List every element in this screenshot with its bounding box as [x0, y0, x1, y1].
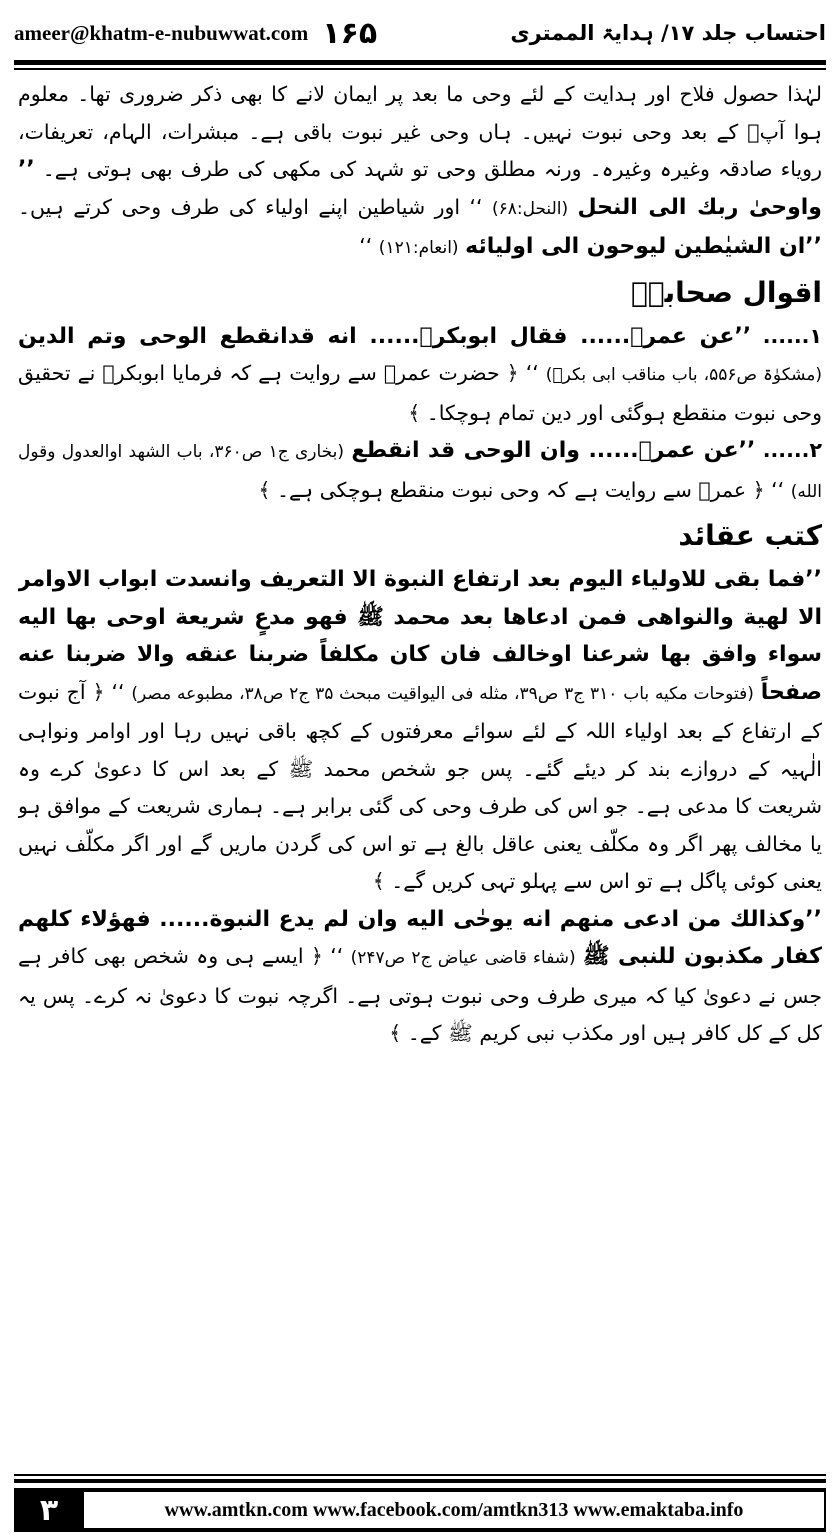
aqaid-translation-2: ‘‘ ﴿ ایسے ہی وہ شخص بھی کافر ہے جس نے دعویٰ کیا کہ میری طرف وحی نبوت ہوتی ہے۔ اگرچہ نبوت کا دعویٰ نہ کرے۔ پس یہ کل کے کل کافر ہیں اور مکذب نبی کریم ﷺ کے۔ ﴾: [18, 944, 822, 1045]
footer-rule-thick: [14, 1479, 826, 1483]
header-book-title: احتساب جلد ۱۷/ ہدایۃ الممتری: [510, 21, 826, 45]
sahaba-ref-1: (مشکوٰۃ ص۵۵۶، باب مناقب ابی بکرؓ): [545, 365, 822, 385]
page-header: [14, 10, 826, 56]
sahaba-quote-2: ’’عن عمرؓ...... وان الوحی قد انقطع: [351, 438, 756, 463]
aqaid-paragraph-1: [18, 561, 822, 901]
sahaba-quote-1: ’’عن عمرؓ...... فقال ابوبکرؓ...... انه قدانقطع الوحی وتم الدین: [18, 323, 752, 349]
sahaba-translation-2: ‘‘ ﴿ عمرؓ سے روایت ہے کہ وحی نبوت منقطع ہوچکی ہے۔ ﴾: [258, 477, 785, 502]
intro-quote-1: ’’ واوحیٰ ربك الی النحل: [18, 157, 822, 220]
aqaid-paragraph-2: [18, 901, 822, 1053]
intro-text-2: ‘‘ اور شیاطین اپنے اولیاء کی طرف وحی کرتے ہیں۔: [18, 194, 483, 219]
footer-rule-thin: [14, 1474, 826, 1476]
aqaid-translation-1: ‘‘ ﴿ آج نبوت کے ارتفاع کے بعد اولیاء اللہ کے لئے سوائے معرفتوں کے کچھ باقی نہیں رہا اور اوامر ونواہی الٰہیہ کے دروازے بند کر دیئے گئے۔ پس جو شخص محمد ﷺ کے بعد اس کا دعویٰ کرے وہ شریعت کا مدعی ہے۔ جو اس کی طرف وحی کی گئی برابر ہے۔ ہماری شریعت کے موافق ہو یا مخالف پھر اگر وہ مکلّف یعنی عاقل بالغ ہے تو اس کی گردن ماریں گے اور اگر مکلّف نہیں یعنی کوئی پاگل ہے تو اس سے پہلو تہی کریں گے۔ ﴾: [18, 679, 822, 893]
aqaid-quote-2: ’’وکذالك من ادعی منهم انه یوحٰی الیه وان لم یدع النبوة...... فهؤلاء کلهم کفار مکذبون للنبی ﷺ: [18, 906, 822, 969]
intro-ref-2: (انعام:۱۲۱): [378, 238, 459, 258]
header-page-number: ۱۶۵: [322, 15, 378, 51]
intro-text: لہٰذا حصول فلاح اور ہدایت کے لئے وحی ما بعد پر ایمان لانے کا بھی ذکر ضروری تھا۔ معلوم ہوا آپؐ کے بعد وحی نبوت نہیں۔ ہاں وحی غیر نبوت باقی ہے۔ مبشرات، الہام، تعریفات، رویاء صادقہ وغیرہ وغیرہ۔ ورنہ مطلق وحی تو شہد کی مکھی کی طرف بھی ہوتی ہے۔: [18, 82, 822, 181]
aqaid-ref-1: (فتوحات مکیه باب ۳۱۰ ج۳ ص۳۹، مثله فی الیواقیت مبحث ۳۵ ج۲ ص۳۸، مطبوعه مصر): [131, 683, 754, 704]
footer-websites[interactable]: www.amtkn.com www.facebook.com/amtkn313 www.emaktaba.info: [84, 1492, 824, 1528]
header-rule-thick: [14, 60, 826, 65]
page-footer: [14, 1474, 826, 1532]
footer-bar: [14, 1488, 826, 1532]
page-content: [18, 76, 822, 1462]
header-left: [14, 16, 377, 51]
intro-quote-2: ’’ان الشیٰطین لیوحون الی اولیائه: [465, 234, 822, 259]
aqaid-quote-1: ’’فما بقی للاولیاء الیوم بعد ارتفاع النبوة الا التعریف وانسدت ابواب الاوامر الا لهیة والنواهی فمن ادعاها بعد محمد ﷺ فهو مدعٍ شریعة اوحی بها الیه سواء وافق بها شرعنا اوخالف فان کان مکلفاً ضربنا عنقه والا ضربنا عنه صفحاً: [18, 567, 822, 705]
intro-ref-1: (النحل:۶۸): [491, 198, 569, 219]
item-number: ۱......: [762, 323, 822, 348]
footer-page-number: ۳: [14, 1493, 84, 1528]
sahaba-ref-2: (بخاری ج۱ ص۳۶۰، باب الشهد اوالعدول وقول الله): [18, 442, 822, 502]
sahaba-item-2: [18, 432, 822, 511]
intro-close: ‘‘: [359, 234, 373, 258]
aqaid-ref-2: (شفاء قاضی عیاض ج۲ ص۲۴۷): [350, 948, 576, 968]
sahaba-item-1: [18, 318, 822, 433]
sahaba-translation-1: ‘‘ ﴿ حضرت عمرؓ سے روایت ہے کہ فرمایا ابوبکرؓ نے تحقیق وحی نبوت منقطع ہوگئی اور دین تمام ہوچکا۔ ﴾: [18, 361, 822, 425]
heading-kutub-aqaid: کتب عقائد: [678, 519, 822, 552]
heading-sahaba: اقوال صحابہؓ: [631, 275, 822, 309]
header-rule-thin: [14, 68, 826, 70]
header-email[interactable]: ameer@khatm-e-nubuwwat.com: [14, 20, 309, 45]
item-number: ۲......: [762, 438, 822, 462]
intro-paragraph: [18, 76, 822, 268]
